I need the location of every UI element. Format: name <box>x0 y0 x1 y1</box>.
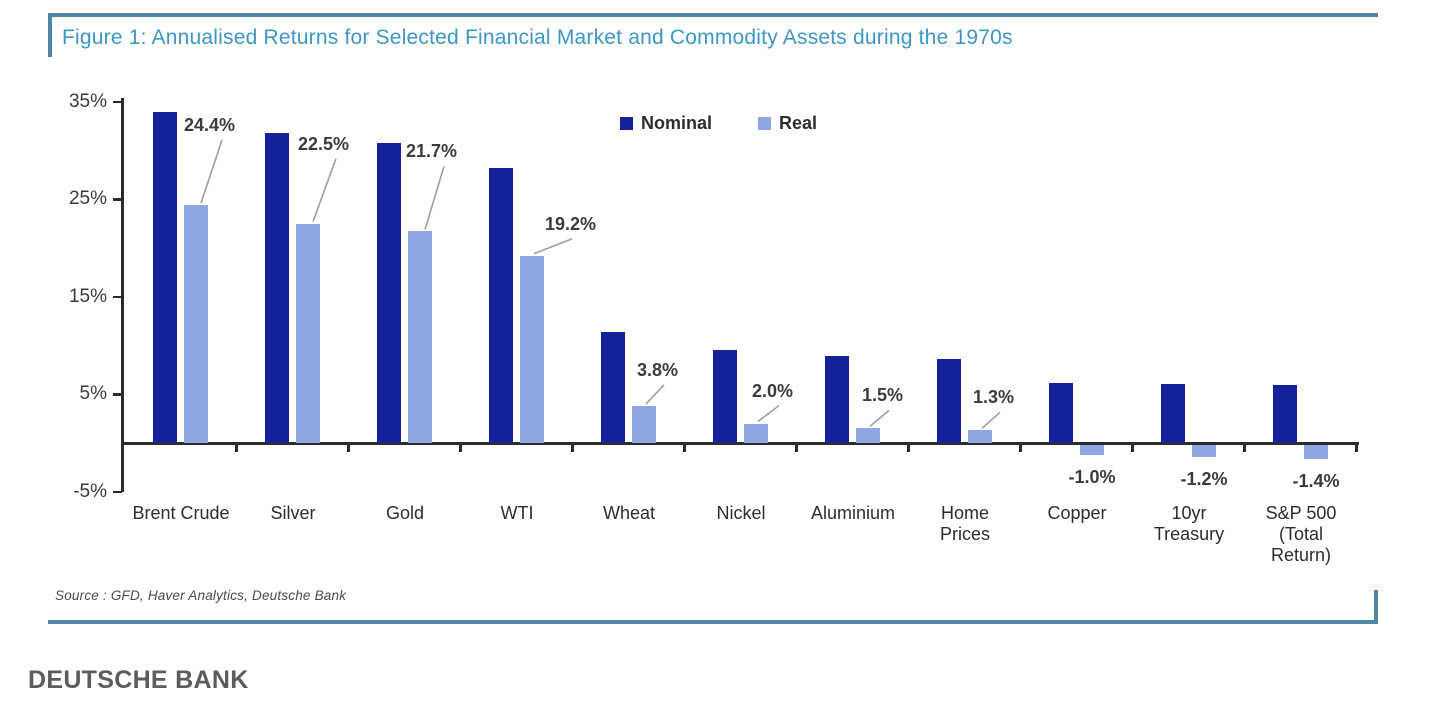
bar-nominal-copper <box>1049 383 1073 443</box>
category-label-line: Return) <box>1270 545 1332 565</box>
category-label-line: Nickel <box>716 503 766 523</box>
bar-real-copper <box>1080 445 1104 455</box>
category-label-line: WTI <box>500 503 534 523</box>
data-label-real-brent-crude: 24.4% <box>184 115 236 136</box>
category-label-line: Silver <box>270 503 316 523</box>
bar-real-gold <box>408 231 432 443</box>
category-label-line: (Total <box>1278 524 1323 544</box>
bar-real-silver <box>296 224 320 443</box>
x-axis-tick <box>1019 444 1022 452</box>
bar-nominal-silver <box>265 133 289 443</box>
category-label-line: Copper <box>1047 503 1107 523</box>
category-label-line: 10yr <box>1171 503 1207 523</box>
category-label-nickel <box>679 503 803 524</box>
x-axis-tick <box>347 444 350 452</box>
category-label-line: Brent Crude <box>132 503 230 523</box>
bar-nominal-wti <box>489 168 513 443</box>
x-axis-tick <box>795 444 798 452</box>
category-label-line: Aluminium <box>810 503 896 523</box>
bar-real-brent-crude <box>184 205 208 443</box>
data-label-real-nickel: 2.0% <box>752 380 794 401</box>
x-axis-tick <box>683 444 686 452</box>
category-label-line: Treasury <box>1153 524 1225 544</box>
y-axis-tick-label: 15% <box>68 285 107 307</box>
category-label-wheat <box>567 503 691 524</box>
data-label-real-wti: 19.2% <box>545 213 597 234</box>
bar-nominal-gold <box>377 143 401 443</box>
x-axis-tick <box>235 444 238 452</box>
y-axis-tick-label: 25% <box>68 188 107 210</box>
y-axis-tick <box>113 491 122 494</box>
label-leader-line <box>870 410 889 426</box>
x-axis-tick <box>571 444 574 452</box>
bar-real-home-prices <box>968 430 992 443</box>
data-label-real-gold: 21.7% <box>406 141 458 162</box>
bar-nominal-s-p-500-total-return <box>1273 385 1297 443</box>
label-leader-line <box>425 166 444 229</box>
y-axis-tick <box>113 393 122 396</box>
data-label-real-aluminium: 1.5% <box>862 385 904 406</box>
data-label-real-copper: -1.0% <box>1068 466 1116 487</box>
label-leader-line <box>646 385 664 404</box>
bar-nominal-home-prices <box>937 359 961 443</box>
y-axis-tick-label: -5% <box>73 480 107 502</box>
bar-real-nickel <box>744 424 768 444</box>
y-axis-tick-label: 35% <box>68 90 107 112</box>
legend-label-real: Real <box>779 113 818 133</box>
bar-real-aluminium <box>856 428 880 443</box>
label-leader-line <box>313 159 336 222</box>
category-label-line: Prices <box>939 524 990 544</box>
label-leader-line <box>982 412 1000 428</box>
label-leader-line <box>758 406 779 422</box>
label-leader-line <box>534 239 572 254</box>
data-label-real-s-p-500-total-return: -1.4% <box>1292 470 1340 491</box>
bar-nominal-nickel <box>713 350 737 443</box>
category-label-line: Gold <box>385 503 425 523</box>
x-axis-tick <box>907 444 910 452</box>
bar-real-10yr-treasury <box>1192 445 1216 457</box>
category-label-home-prices <box>903 503 1027 545</box>
bar-real-wheat <box>632 406 656 443</box>
category-label-10yr-treasury <box>1127 503 1251 545</box>
legend-label-nominal: Nominal <box>641 113 713 133</box>
category-label-silver <box>231 503 355 524</box>
label-leader-line <box>201 140 222 203</box>
category-label-line: S&P 500 <box>1265 503 1337 523</box>
bar-real-wti <box>520 256 544 443</box>
y-axis-tick-label: 5% <box>79 383 107 405</box>
category-label-line: Wheat <box>602 503 656 523</box>
source-note: Source : GFD, Haver Analytics, Deutsche Bank <box>55 588 347 603</box>
bar-nominal-10yr-treasury <box>1161 384 1185 443</box>
x-axis-tick <box>1243 444 1246 452</box>
x-axis-tick <box>1355 444 1358 452</box>
bar-nominal-brent-crude <box>153 112 177 443</box>
data-label-real-wheat: 3.8% <box>637 359 679 380</box>
category-label-copper <box>1015 503 1139 524</box>
category-label-gold <box>343 503 467 524</box>
data-label-real-10yr-treasury: -1.2% <box>1180 468 1228 489</box>
bar-nominal-aluminium <box>825 356 849 443</box>
deutsche-bank-logo: DEUTSCHE BANK <box>28 666 249 694</box>
x-axis-tick <box>1131 444 1134 452</box>
figure-title: Figure 1: Annualised Returns for Selected Financial Market and Commodity Assets during the 1970s <box>62 26 1013 49</box>
category-label-wti <box>455 503 579 524</box>
y-axis-tick <box>113 101 122 104</box>
category-label-brent-crude <box>119 503 243 524</box>
bar-real-s-p-500-total-return <box>1304 445 1328 459</box>
y-axis-tick <box>113 198 122 201</box>
data-label-real-home-prices: 1.3% <box>973 387 1015 408</box>
category-label-s-p-500-total-return <box>1239 503 1363 566</box>
category-label-aluminium <box>791 503 915 524</box>
data-label-real-silver: 22.5% <box>298 133 350 154</box>
bar-nominal-wheat <box>601 332 625 443</box>
y-axis-tick <box>113 296 122 299</box>
x-axis-tick <box>459 444 462 452</box>
category-label-line: Home <box>940 503 989 523</box>
